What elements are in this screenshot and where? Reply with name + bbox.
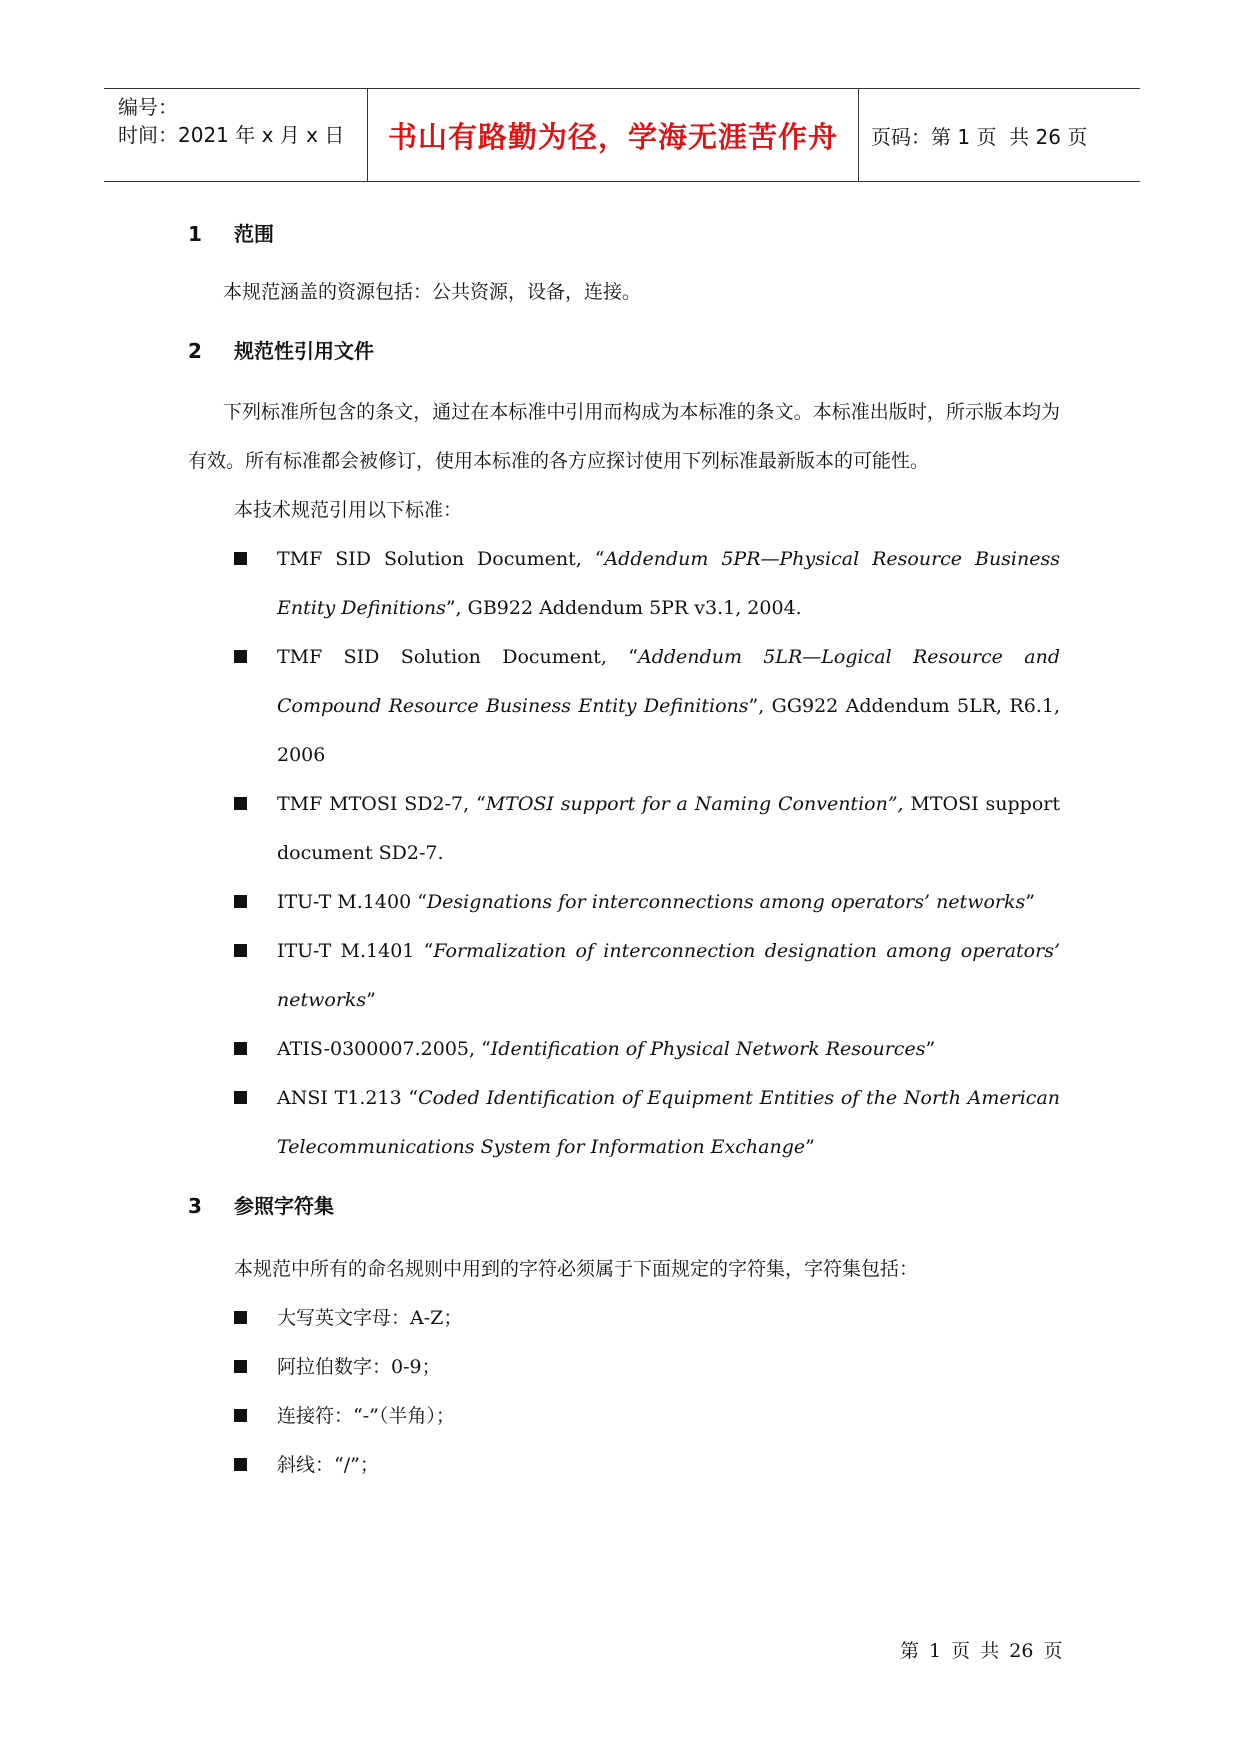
ref-prefix: TMF SID Solution Document, “ xyxy=(277,646,639,668)
section-2-intro: 本技术规范引用以下标准： xyxy=(234,499,463,521)
header-meta xyxy=(104,89,368,181)
square-bullet-icon xyxy=(234,797,247,810)
list-item xyxy=(188,1392,1060,1441)
header-page-info xyxy=(859,89,1140,181)
square-bullet-icon xyxy=(234,1091,247,1104)
list-item xyxy=(188,1441,1060,1490)
charset-list xyxy=(188,1294,1060,1490)
ref-suffix: ” xyxy=(805,1136,815,1158)
square-bullet-icon xyxy=(234,895,247,908)
ref-title: Coded Identification of Equipment Entities of the North American Telecommunications System for Information Exchange xyxy=(277,1087,1061,1158)
ref-suffix: MTOSI support document SD2-7. xyxy=(277,793,1060,864)
number-label: 编号： xyxy=(118,95,178,119)
square-bullet-icon xyxy=(234,1042,247,1055)
ref-prefix: TMF SID Solution Document, “ xyxy=(277,548,605,570)
section-title: 参照字符集 xyxy=(234,1194,334,1218)
square-bullet-icon xyxy=(234,1311,247,1324)
list-item xyxy=(188,1074,1060,1172)
page-info-text: 页码：第 1 页 共 26 页 xyxy=(871,124,1088,149)
ref-title: Addendum 5LR—Logical Resource and Compound Resource Business Entity Definitions xyxy=(277,646,1060,717)
square-bullet-icon xyxy=(234,1409,247,1422)
square-bullet-icon xyxy=(234,944,247,957)
section-2-heading xyxy=(188,332,1060,370)
square-bullet-icon xyxy=(234,1360,247,1373)
section-1-heading xyxy=(188,215,1060,253)
ref-suffix: ” xyxy=(1025,891,1035,913)
list-item xyxy=(188,1343,1060,1392)
list-item xyxy=(188,633,1060,780)
header-motto: 书山有路勤为径，学海无涯苦作舟 xyxy=(368,89,859,181)
ref-suffix: ” xyxy=(925,1038,936,1060)
ref-title: Designations for interconnections among operators’ networks xyxy=(426,891,1026,913)
ref-prefix: ANSI T1.213 “ xyxy=(277,1087,419,1109)
list-item xyxy=(188,927,1060,1025)
section-title: 规范性引用文件 xyxy=(234,339,374,363)
ref-prefix: ITU-T M.1400 “ xyxy=(277,891,427,913)
ref-prefix: ATIS-0300007.2005, “ xyxy=(277,1038,491,1060)
ref-prefix: ITU-T M.1401 “ xyxy=(277,940,434,962)
square-bullet-icon xyxy=(234,1458,247,1471)
ref-title: Identification of Physical Network Resources xyxy=(490,1038,926,1060)
ref-suffix: ” xyxy=(366,989,376,1011)
page-header xyxy=(104,88,1140,182)
charset-item: 阿拉伯数字：0-9； xyxy=(277,1356,441,1378)
section-title: 范围 xyxy=(234,222,274,246)
list-item xyxy=(188,780,1060,878)
ref-title: Addendum 5PR—Physical Resource Business Entity Definitions xyxy=(277,548,1060,619)
ref-title: MTOSI support for a Naming Convention”, xyxy=(485,793,904,815)
reference-list xyxy=(188,535,1060,1172)
charset-item: 大写英文字母：A-Z； xyxy=(277,1307,463,1329)
list-item xyxy=(188,878,1060,927)
ref-suffix: ”, GB922 Addendum 5PR v3.1, 2004. xyxy=(445,597,802,619)
square-bullet-icon xyxy=(234,650,247,663)
document-body xyxy=(188,215,1060,1490)
square-bullet-icon xyxy=(234,552,247,565)
ref-title: Formalization of interconnection designation among operators’ networks xyxy=(277,940,1060,1011)
list-item xyxy=(188,1294,1060,1343)
section-2-paragraph: 下列标准所包含的条文，通过在本标准中引用而构成为本标准的条文。本标准出版时，所示版本均为有效。所有标准都会被修订，使用本标准的各方应探讨使用下列标准最新版本的可能性。 xyxy=(188,401,1060,472)
ref-prefix: TMF MTOSI SD2-7, “ xyxy=(277,793,486,815)
charset-item: 连接符：“-”（半角）； xyxy=(277,1405,455,1427)
list-item xyxy=(188,535,1060,633)
section-3-heading xyxy=(188,1187,1060,1225)
page-footer: 第 1 页 共 26 页 xyxy=(900,1640,1063,1662)
section-number: 2 xyxy=(188,339,202,363)
date-label: 时间：2021 年 x 月 x 日 xyxy=(118,123,345,147)
section-1-text: 本规范涵盖的资源包括：公共资源，设备，连接。 xyxy=(223,281,642,303)
section-number: 3 xyxy=(188,1194,202,1218)
section-3-text: 本规范中所有的命名规则中用到的字符必须属于下面规定的字符集，字符集包括： xyxy=(234,1258,919,1280)
ref-suffix: ”, GG922 Addendum 5LR, R6.1, 2006 xyxy=(277,695,1060,766)
list-item xyxy=(188,1025,1060,1074)
section-number: 1 xyxy=(188,222,202,246)
charset-item: 斜线：“/”； xyxy=(277,1454,379,1476)
